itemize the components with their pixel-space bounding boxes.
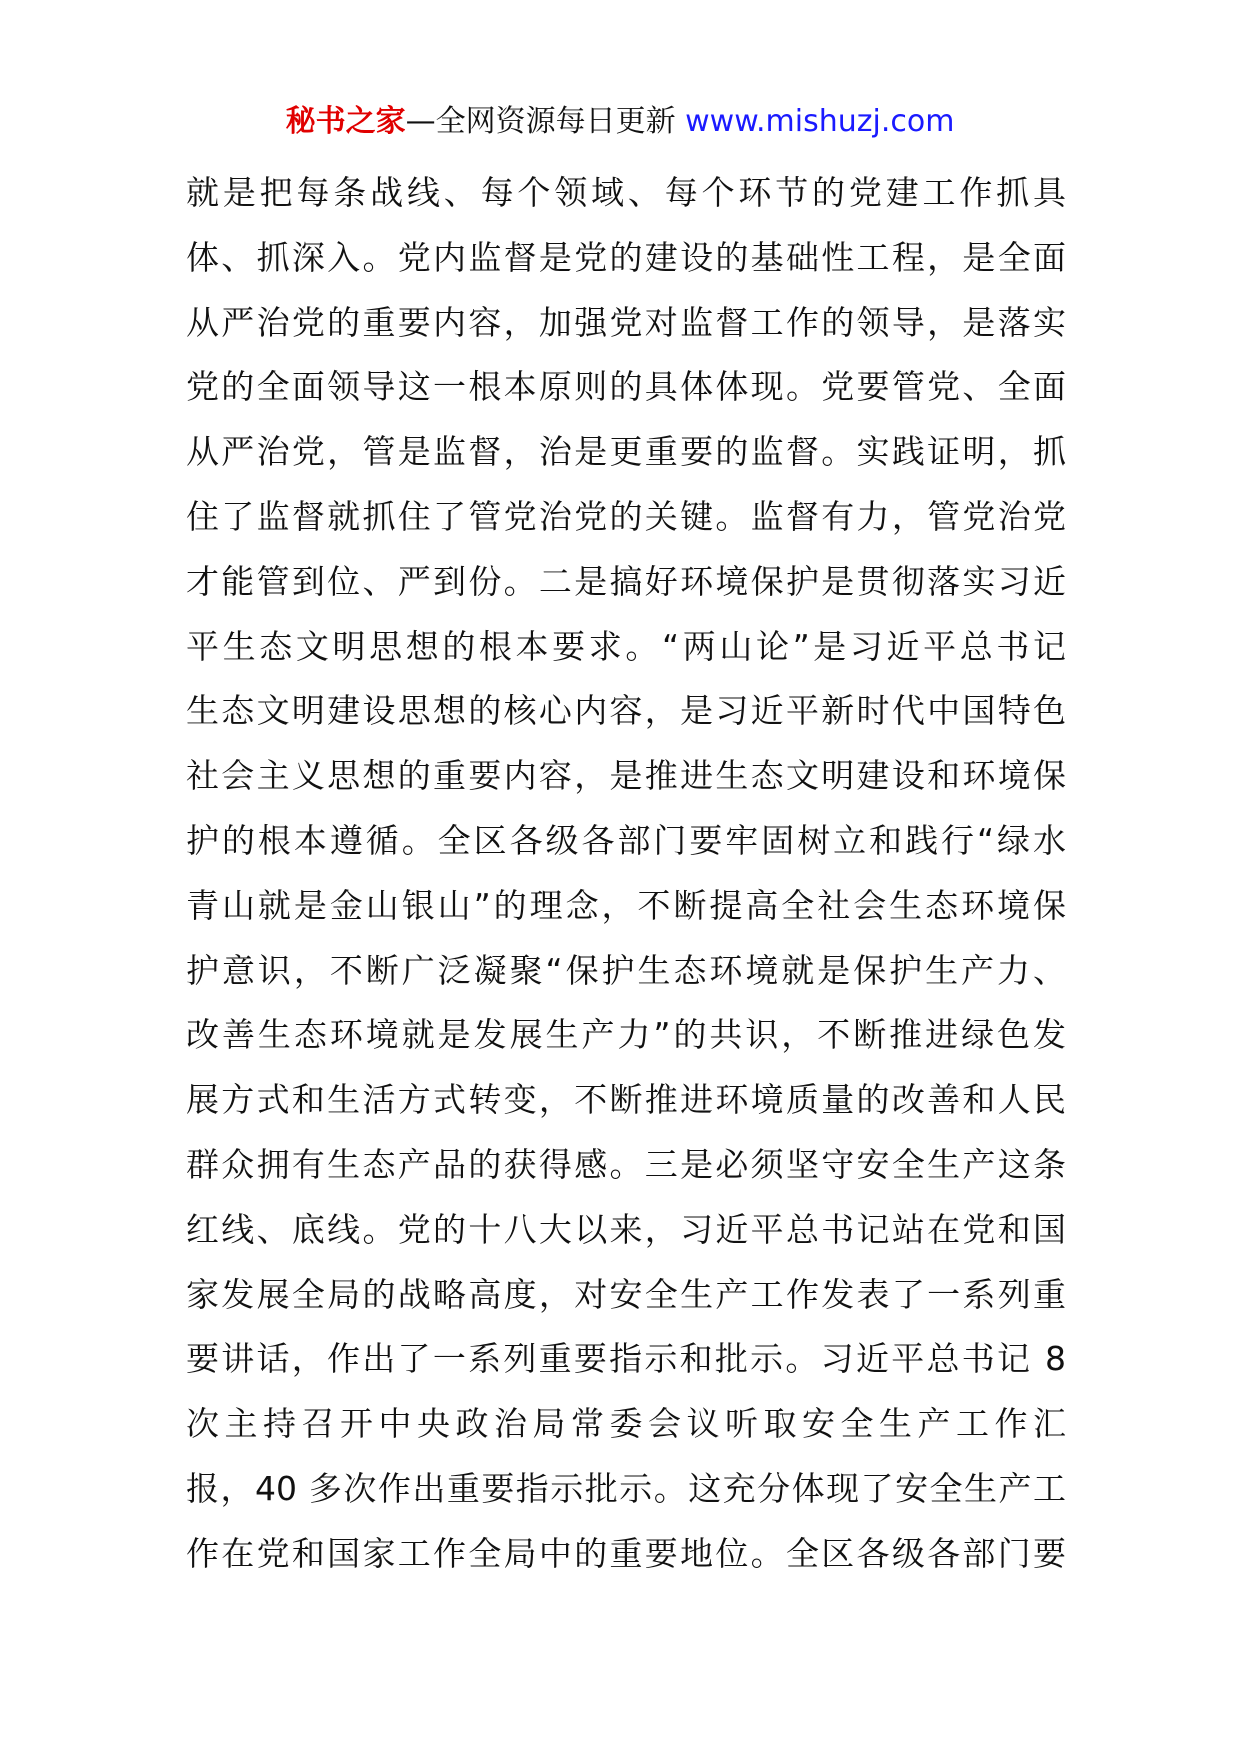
text-line: 平生态文明思想的根本要求。“两山论”是习近平总书记 [186,626,1066,666]
site-url-link[interactable]: www.mishuzj.com [685,104,955,139]
text-line: 次主持召开中央政治局常委会议听取安全生产工作汇 [186,1404,1066,1444]
text-line: 改善生态环境就是发展生产力”的共识，不断推进绿色发 [186,1015,1066,1055]
site-brand: 秘书之家 [285,104,406,139]
text-line: 要讲话，作出了一系列重要指示和批示。习近平总书记 8 [186,1339,1066,1379]
text-line: 家发展全局的战略高度，对安全生产工作发表了一系列重 [186,1274,1066,1314]
text-line: 展方式和生活方式转变，不断推进环境质量的改善和人民 [186,1080,1066,1120]
text-line: 从严治党，管是监督，治是更重要的监督。实践证明，抓 [186,432,1066,472]
text-line: 才能管到位、严到份。二是搞好环境保护是贯彻落实习近 [186,561,1066,601]
text-line: 生态文明建设思想的核心内容，是习近平新时代中国特色 [186,691,1066,731]
text-line: 青山就是金山银山”的理念，不断提高全社会生态环境保 [186,885,1066,925]
text-line: 住了监督就抓住了管党治党的关键。监督有力，管党治党 [186,496,1066,536]
text-line: 体、抓深入。党内监督是党的建设的基础性工程，是全面 [186,237,1066,277]
text-line: 群众拥有生态产品的获得感。三是必须坚守安全生产这条 [186,1144,1066,1184]
document-body [186,161,1066,1587]
text-line: 作在党和国家工作全局中的重要地位。全区各级各部门要 [186,1533,1066,1573]
text-line: 从严治党的重要内容，加强党对监督工作的领导，是落实 [186,302,1066,342]
text-line: 就是把每条战线、每个领域、每个环节的党建工作抓具 [186,173,1066,212]
page-header [0,100,1240,144]
text-line: 报，40 多次作出重要指示批示。这充分体现了安全生产工 [186,1468,1066,1508]
text-line: 社会主义思想的重要内容，是推进生态文明建设和环境保 [186,756,1066,796]
text-line: 护的根本遵循。全区各级各部门要牢固树立和践行“绿水 [186,820,1066,860]
text-line: 党的全面领导这一根本原则的具体体现。党要管党、全面 [186,367,1066,407]
text-line: 护意识，不断广泛凝聚“保护生态环境就是保护生产力、 [186,950,1066,990]
site-tagline: —全网资源每日更新 [405,104,676,139]
text-line: 红线、底线。党的十八大以来，习近平总书记站在党和国 [186,1209,1066,1249]
